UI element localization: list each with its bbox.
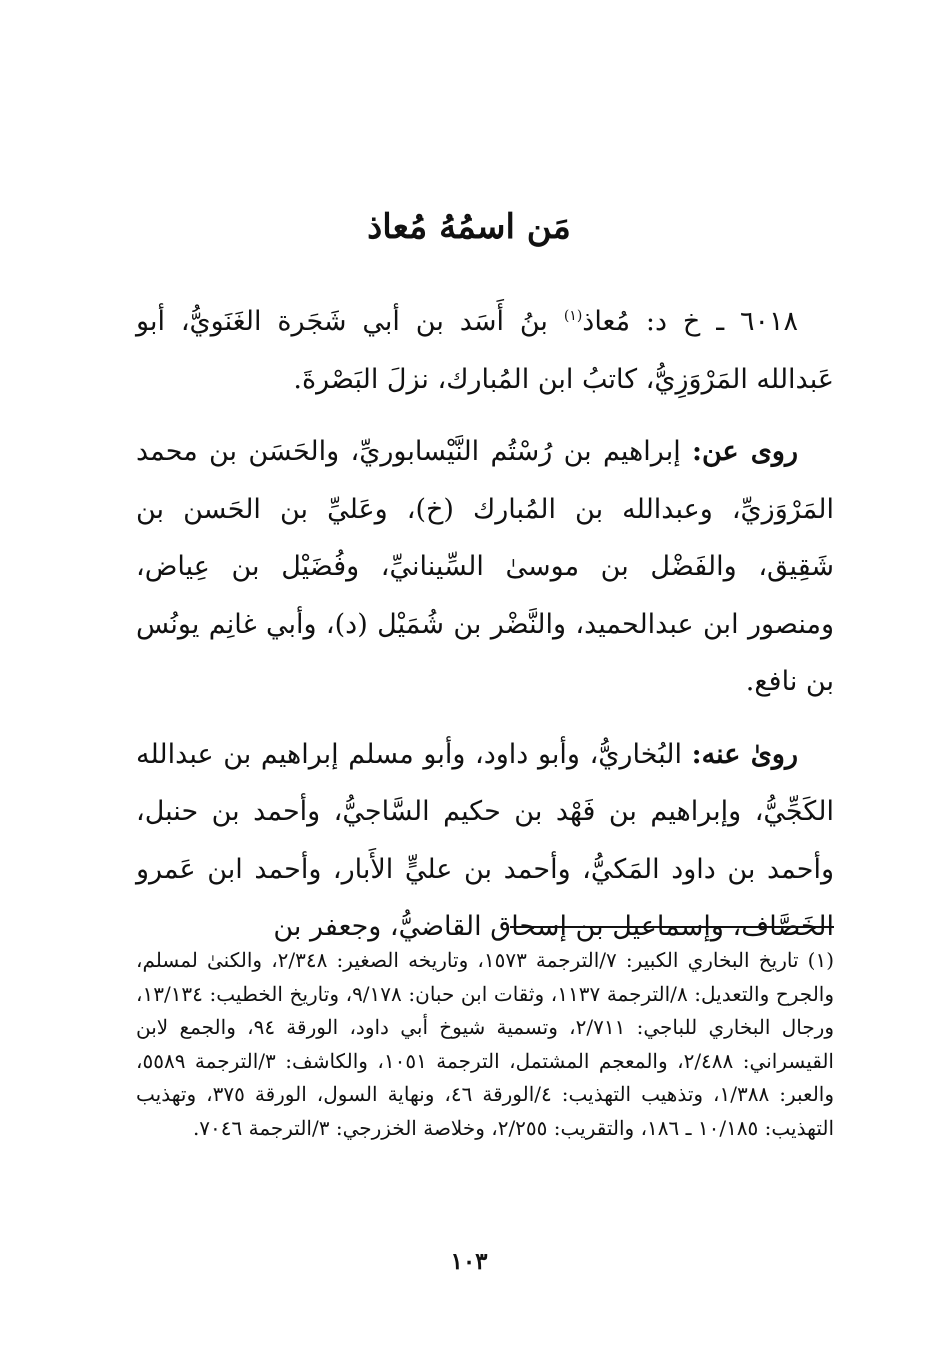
- narrated-from-paragraph: [136, 423, 834, 711]
- narrated-by-text: البُخاريُّ، وأبو داود، وأبو مسلم إبراهيم بن عبدالله الكَجِّيُّ، وإبراهيم بن فَهْد بن حكيم السَّاجيُّ، وأحمد بن حنبل، وأحمد بن داود المَكيُّ، وأحمد بن عليٍّ الأَبار، وأحمد ابن عَمرو الخَصَّاف، وإسماعيل بن إسحاق القاضيُّ، وجعفر بن: [136, 738, 834, 942]
- entry-body: بنُ أَسَد بن أبي شَجَرة الغَنَويُّ، أبو عَبدالله المَرْوَزِيُّ، كاتبُ ابن المُبارك، نزلَ البَصْرةَ.: [136, 306, 834, 395]
- narrated-by-paragraph: [136, 726, 834, 956]
- footnote-reference[interactable]: (١): [563, 308, 583, 324]
- page-number: ١٠٣: [450, 1248, 488, 1275]
- section-title: مَن اسمُهُ مُعاذ: [367, 206, 571, 247]
- footnote-divider: [510, 926, 834, 928]
- entry-head: ٦٠١٨ ـ خ د: مُعاذ: [582, 306, 798, 337]
- narrated-from-label: روى عن:: [692, 436, 798, 467]
- footnote-item: [136, 944, 834, 1146]
- footnote-text: تاريخ البخاري الكبير: ٧/الترجمة ١٥٧٣، وتاريخه الصغير: ٢/٣٤٨، والكنىٰ لمسلم، والجرح والتعديل: ٨/الترجمة ١١٣٧، وثقات ابن حبان: ٩/١٧٨، وتاريخ الخطيب: ١٣/١٣٤، ورجال البخاري للباجي: ٢/٧١١، وتسمية شيوخ أبي داود، الورقة ٩٤، والجمع لابن القيسراني: ٢/٤٨٨، والمعجم المشتمل، الترجمة ١٠٥١، والكاشف: ٣/الترجمة ٥٥٨٩، والعبر: ١/٣٨٨، وتذهيب التهذيب: ٤/الورقة ٤٦، ونهاية السول، الورقة ٣٧٥، وتهذيب التهذيب: ١٠/١٨٥ ـ ١٨٦، والتقريب: ٢/٢٥٥، وخلاصة الخزرجي: ٣/الترجمة ٧٠٤٦.: [136, 948, 835, 1140]
- footnote-number: (١): [807, 948, 835, 972]
- narrated-by-label: روىٰ عنه:: [691, 738, 798, 770]
- footnotes-section: [136, 944, 834, 1146]
- entry-header-paragraph: [136, 293, 834, 408]
- narrated-from-text: إبراهيم بن رُسْتُم النَّيْسابوريِّ، والحَسَن بن محمد المَرْوَزيِّ، وعبدالله بن المُبارك (خ)، وعَليِّ بن الحَسن بن شَقِيق، والفَضْل بن موسىٰ السِّينانيِّ، وفُضَيْل بن عِياض، ومنصور ابن عبدالحميد، والنَّضْر بن شُمَيْل (د)، وأبي غانِم يونُس بن نافع.: [136, 436, 834, 697]
- biography-entry: [136, 293, 834, 956]
